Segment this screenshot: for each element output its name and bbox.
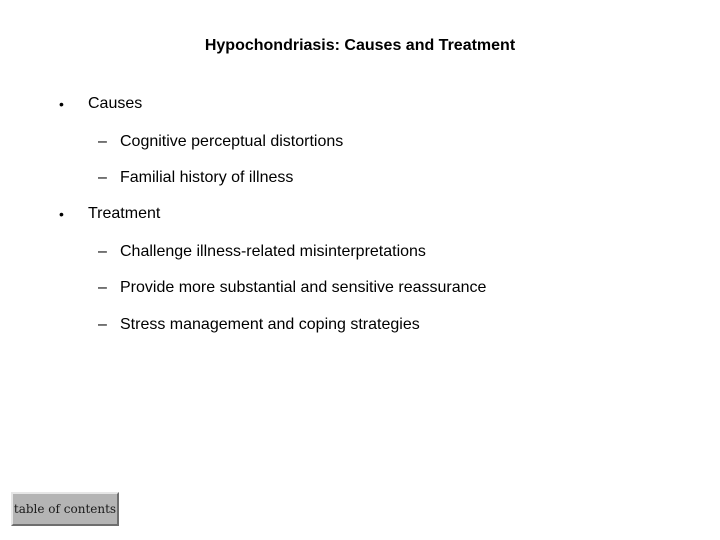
sub-bullet-marker: – [98, 243, 107, 260]
sub-bullet-text: Cognitive perceptual distortions [120, 133, 344, 150]
bullet-label-treatment: Treatment [88, 205, 161, 222]
sub-bullet-marker: – [98, 316, 107, 333]
sub-bullet-text: Provide more substantial and sensitive reassurance [120, 279, 487, 296]
sub-bullet-marker: – [98, 169, 107, 186]
bullet-marker: • [59, 206, 64, 222]
sub-bullet-text: Stress management and coping strategies [120, 316, 420, 333]
sub-bullet-marker: – [98, 279, 107, 296]
slide-title: Hypochondriasis: Causes and Treatment [204, 37, 516, 54]
sub-bullet-text: Challenge illness-related misinterpretations [120, 243, 426, 260]
table-of-contents-label: table of contents [13, 502, 117, 516]
table-of-contents-button[interactable] [11, 492, 119, 526]
bullet-marker: • [59, 96, 64, 112]
bullet-label-causes: Causes [88, 95, 143, 112]
sub-bullet-marker: – [98, 133, 107, 150]
sub-bullet-text: Familial history of illness [120, 169, 294, 186]
